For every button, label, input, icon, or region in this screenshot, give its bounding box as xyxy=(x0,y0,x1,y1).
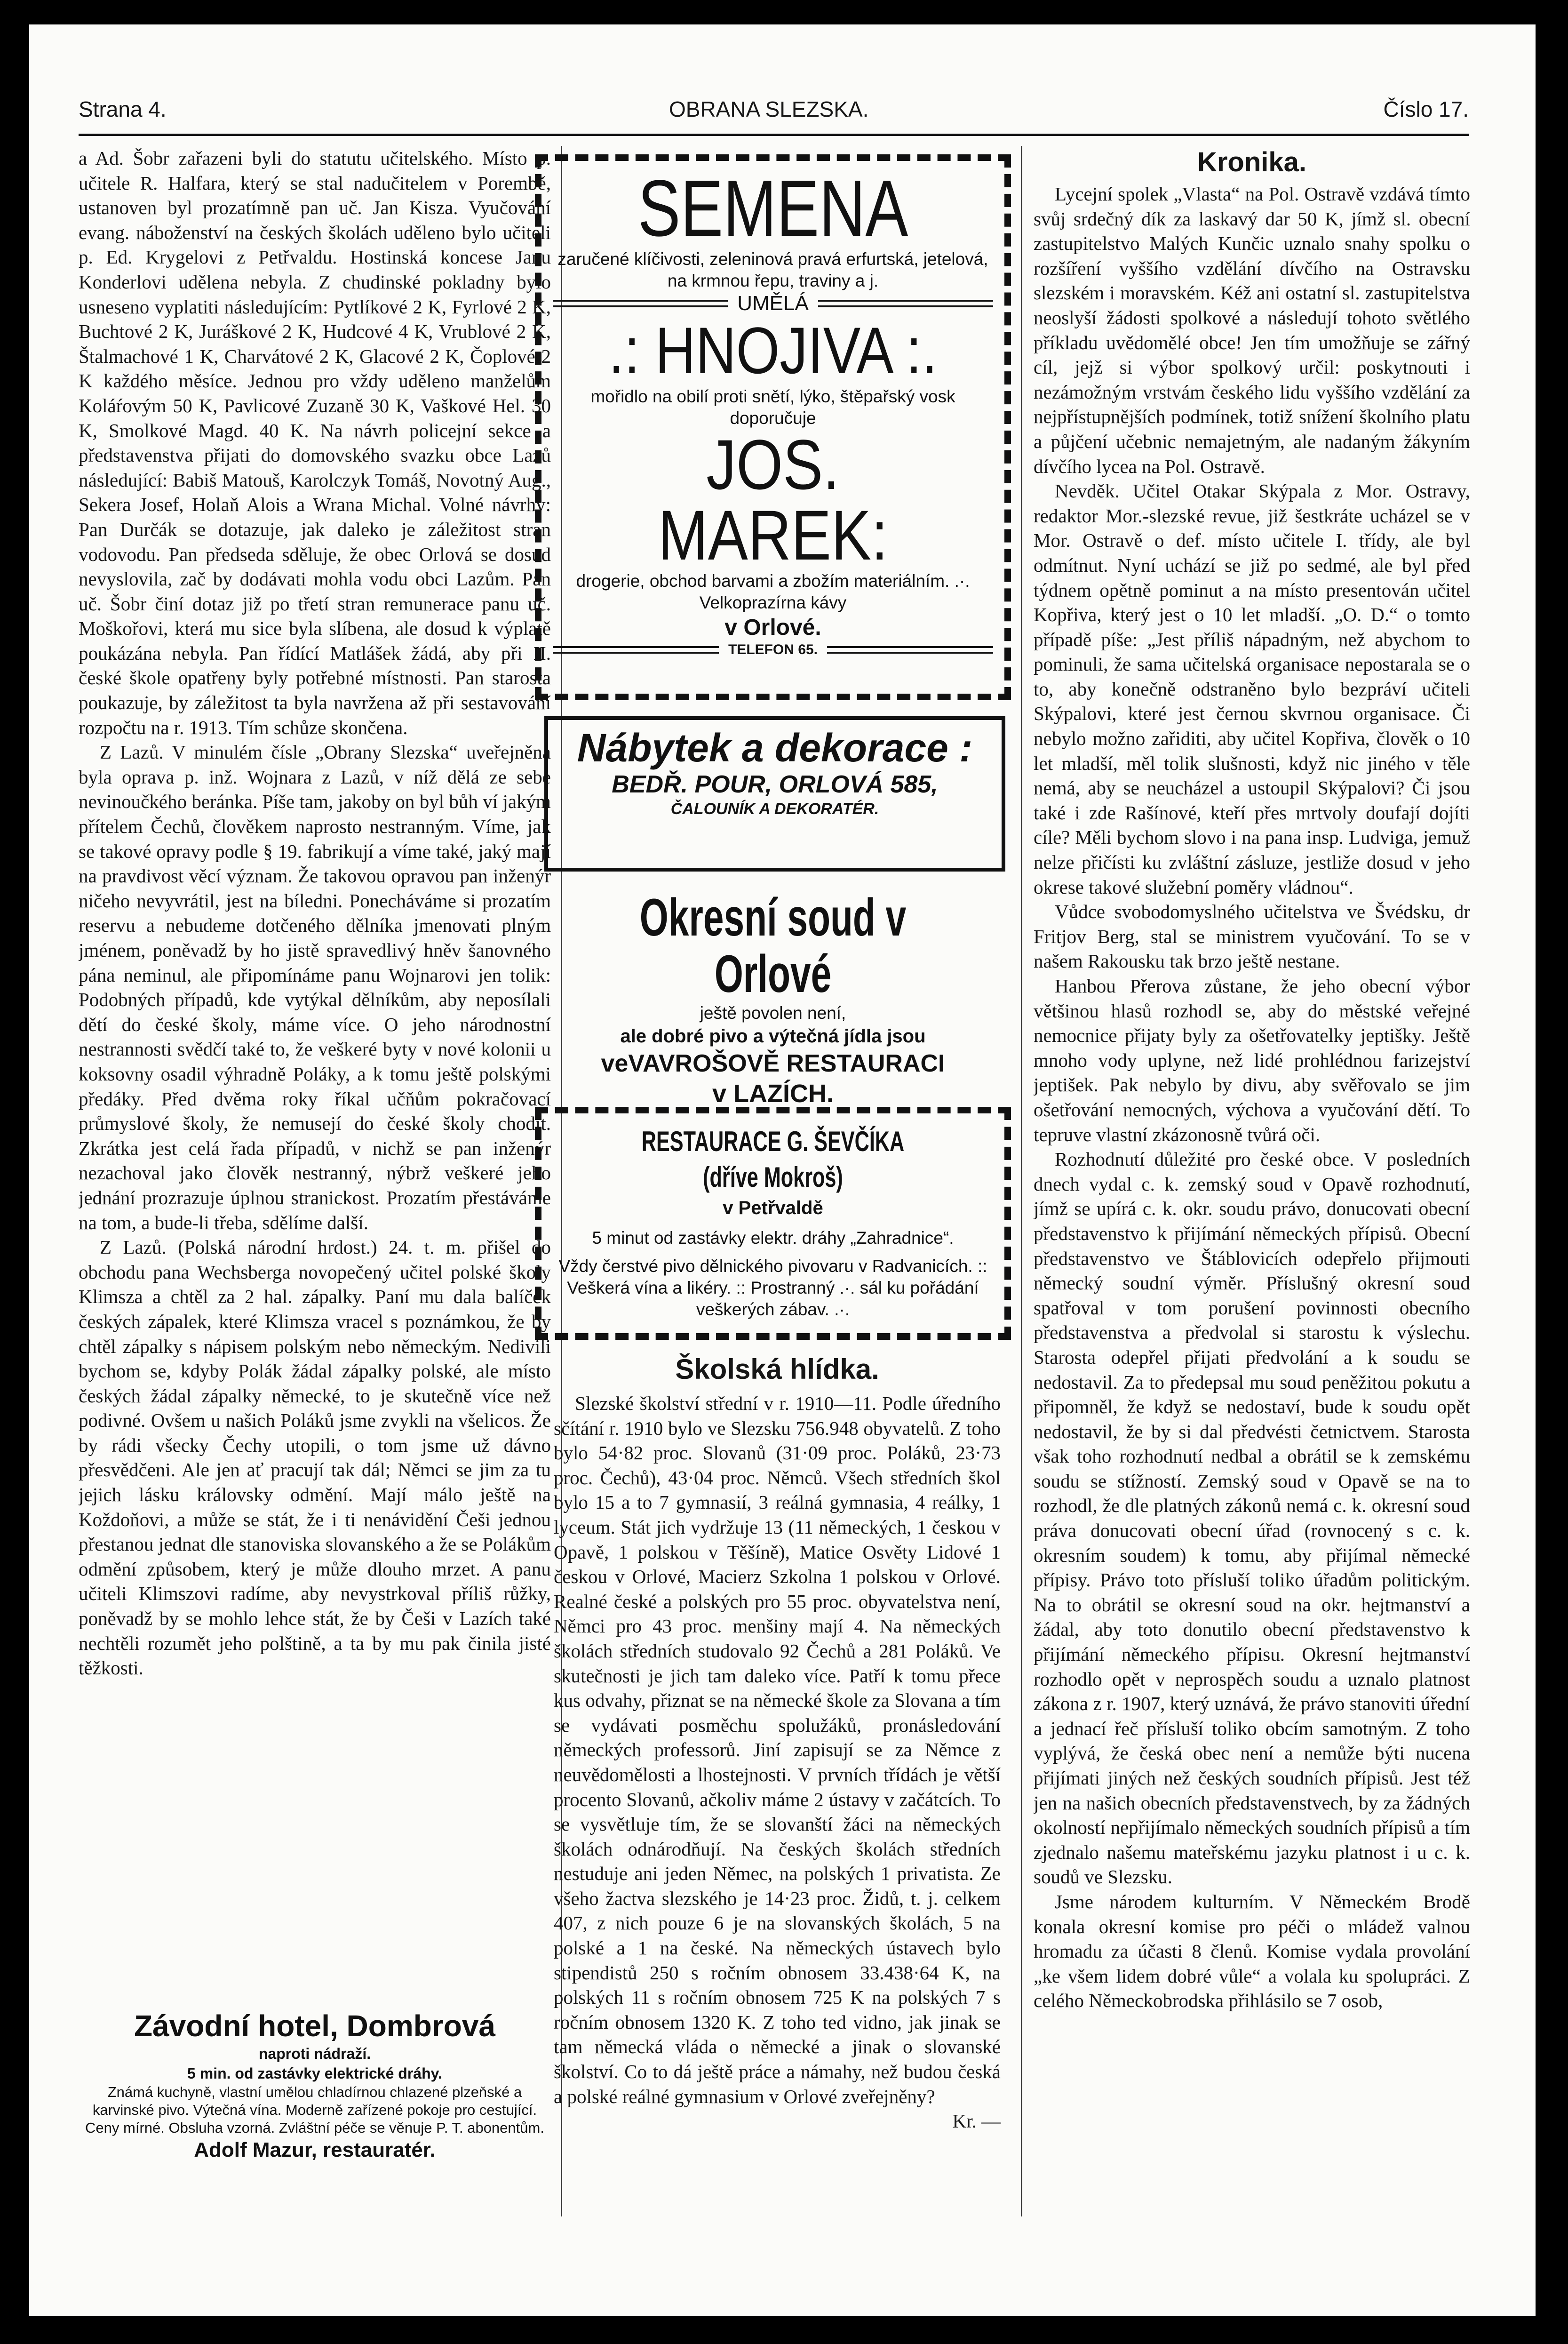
ad-hotel-line2: 5 min. od zastávky elektrické dráhy. xyxy=(187,2065,442,2082)
header-rule xyxy=(79,134,1469,136)
kronika-rozhodnuti: Rozhodnutí důležité pro české obce. V posledních dnech vydal c. k. zemský soud v Opavě rozhodnutí, jímž se upírá c. k. okr. soudu právo, donucovati obecní představenstvo k přijímání německých přípisů. Obecní představenstvo ve Štáblovicích odepřelo přijmouti německý soudní výměr. Příslušný okresní soud spatřoval v tom porušení povinnosti obecního představenstva a předvolal si starostu k výslechu. Starosta odepřel přijati předvolání a k soudu se nedostavil. Za to předepsal mu soud peněžitou pokutu a připomněl, že když se nedostaví, bude k soudu opět nedostavil, že by si dal předvésti četnictvem. Starosta však toho rozhodnutí nedbal a obrátil se k zemskému soudu se stížností. Zemský soud v Opavě se na to rozhodl, že dle platných zákonů nemá c. k. okresní soud práva donucovati obecní úřad (rovnocený s c. k. okresním soudem) k tomu, aby přijímal německé přípisy. Právo toto přísluší toliko úřadům politickým. Na to obrátil se okresní soud na okr. hejtmanství a žádal, aby toto donutilo obecní představenstvo k přijímání německého přípisu. Okresní hejtmanství rozhodlo opět v neprospěch soudu a uznalo platnost zákona z r. 1907, který uznává, že právo stanoviti úřední a jednací řeč přísluší toliko obcím samotným. Z toho vyplývá, že česká obec není a nemůže býti nucena přijímati jiných než českých soudních přípisů. Jest též jen na našich obecních představenstvech, by za žádných okolností nepřijímalo německých soudních přípisů a tím zjednalo našemu mateřskému jazyku platnost i u c. k. soudů ve Slezsku. xyxy=(1034,1148,1470,1888)
ad-nabytek-title: Nábytek a dekorace : xyxy=(577,726,973,770)
ad-soud-title: Okresní soud v Orlové xyxy=(639,888,907,1003)
ad-semena-line1: zaručené klíčivosti, zeleninová pravá erfurtská, jetelová, na krmnou řepu, traviny a j. xyxy=(557,249,988,290)
skolska-hlidka-section xyxy=(554,1352,1001,2133)
kronika-vudce: Vůdce svobodomyslného učitelstva ve Švédsku, dr Fritjov Berg, stal se ministrem vyučování. To se v našem Rakousku tak brzo ještě nestane. xyxy=(1034,901,1470,972)
ad-semena-place: v Orlové. xyxy=(724,615,821,640)
ad-semena-line2: mořidlo na obilí proti snětí, lýko, štěpařský vosk doporučuje xyxy=(590,387,955,428)
ad-hotel-line3: Známá kuchyně, vlastní umělou chladírnou chlazené plzeňské a karvinské pivo. Výtečná vína. Moderně zařízené pokoje pro cestující. Ceny mírné. Obsluha vzorná. Zvláštní péče se věnuje P. T. abonentům. xyxy=(85,2084,544,2136)
ad-soud-line4: v LAZÍCH. xyxy=(712,1080,834,1108)
ad-sevcik-line1: 5 minut od zastávky elektr. dráhy „Zahradnice“. xyxy=(592,1228,954,1248)
kronika-vlasta: Lycejní spolek „Vlasta“ na Pol. Ostravě vzdává tímto svůj srdečný dík za laskavý dar 50 K, jímž sl. obecní zastupitelstvo Malých Kunčic uznalo snahy spolku o rozšíření vyššího vzdělání dívčího na Ostravsku slezském i moravském. Kéž ani ostatní sl. zastupitelstva neoslyší žádosti spolkové a následují tohoto světlého příkladu uvědomělé obce! Jen tím umožňuje se zářný cíl, jejž si výbor spolkový určil: poskytnouti i nezámožným vrstvám českého lidu vyššího vzdělání za nejpřístupnějších podmínek, totiž snížení školního platu a půjčení učebnic nemajetným, ale nadaným žákyním dívčího lycea na Pol. Ostravě. xyxy=(1034,183,1470,477)
kronika-kulturni: Jsme národem kulturním. V Německém Brodě konala okresní komise pro péči o mládež valnou hromadu za účasti 8 členů. Komise vydala provolání „ke všem lidem dobré vůle“ a volala ku spolupráci. Z celého Německobrodska přihlásilo se 7 osob, xyxy=(1034,1890,1470,2012)
ad-sevcik-place: v Petřvaldě xyxy=(723,1198,823,1218)
left-article-z-lazu-2: Z Lazů. (Polská národní hrdost.) 24. t. m. přišel do obchodu pana Wechsberga novopečený učitel polské školy Klimsza a chtěl za 2 hal. zápalky. Paní mu dala balíček českých zápalek, které Klimsza vracel s poznámkou, že by chtěl zápalky s nápisem polským nebo německým. Nedivili bychom se, kdyby Polák žádal zápalky polské, ale místo českých žádal zápalky německé, to je skutečně více než podivné. Ovšem u našich Poláků jsme zvykli na všelicos. Že by rádi všecky Čechy utopili, o tom jsme už dávno přesvědčeni. Ale jen ať pracují tak dál; Němci se jim za tu jejich lásku královsky odmění. Mají málo ještě na Koždoňovi, a může se stát, že i ti nenávidění Češi jednou přestanou jednat dle stanoviska slovanského a že se Polákům odmění způsobem, který je může dlouho mrzet. A panu učiteli Klimszovi radíme, aby nevystrkoval příliš růžky, poněvadž by se mohlo lehce stát, že by Češi v Lazích také nechtěli rozumět jeho polštině, a ta by mu pak činila jisté těžkosti. xyxy=(79,1236,551,1679)
ad-nabytek-line1: BEDŘ. POUR, ORLOVÁ 585, xyxy=(612,771,938,798)
decorative-rule xyxy=(553,646,719,654)
decorative-rule xyxy=(818,300,993,307)
ad-semena xyxy=(535,154,1011,700)
skolska-signature: Kr. — xyxy=(952,2110,1001,2132)
ad-sevcik-line2: Vždy čerstvé pivo dělnického pivovaru v Radvanicích. :: Veškerá vína a likéry. :: Prostranný .·. sál ku pořádání veškerých zábav. .·. xyxy=(558,1256,987,1319)
right-column xyxy=(1034,146,1470,2311)
issue-number: Číslo 17. xyxy=(1383,97,1469,121)
ad-hotel xyxy=(79,2008,551,2206)
ad-nabytek xyxy=(544,716,1005,872)
ad-semena-telefon-row xyxy=(553,642,993,658)
left-article-z-lazu-1: Z Lazů. V minulém čísle „Obrany Slezska“ uveřejněna byla oprava p. inž. Wojnara z Lazů, v níž dělá ze sebe nevinoučkého beránka. Píše tam, jakoby on byl bůh ví jakým přítelem Čechů, člověkem naprosto nestranným. Víme, jak se takové opravy podle § 19. fabrikují a víme také, jaký mají na pravdivost věcí význam. Že takovou opravou pan inženýr ničeho nevyvrátil, jest na bíledni. Ponecháváme si prozatím reservu a nebudeme dotčeného dělníka jmenovati plným jménem, poněvadž by ho jistě spravedlivý hněv šanovného pána neminul, ale připomínáme panu Wojnarovi jen tolik: Podobných případů, kde vytýkal dělníkům, aby neposílali dětí do české školy, máme více. O jeho národnostní nestrannosti svědčí také to, že veškeré byty v nové kolonii u koksovny osadil výhradně Poláky, a k tomu ještě polskými předáky. Před dvěma roky říkal učňům pokračovací průmyslové školy, že nemusejí do české školy chodit. Zkrátka jest celá řada případů, v nichž se pan inženýr nezachoval jako člověk nestranný, nýbrž veškeré jeho jednání prozrazuje úplnou stranickost. Prozatím přestáváme na tom, a bude-li třeba, sdělíme další. xyxy=(79,741,551,1233)
ad-semena-umela-row xyxy=(553,292,993,315)
ad-hotel-line1: naproti nádraží. xyxy=(258,2045,371,2062)
ad-sevcik xyxy=(535,1107,1011,1340)
newspaper-page xyxy=(29,24,1536,2316)
ad-hotel-owner: Adolf Mazur, restauratér. xyxy=(194,2138,436,2161)
ad-soud-line2: ale dobré pivo a výtečná jídla jsou xyxy=(620,1026,926,1047)
ad-soud-line3: veVAVROŠOVĚ RESTAURACI xyxy=(601,1050,945,1077)
ad-sevcik-title: RESTAURACE G. ŠEVČÍKA (dříve Mokroš) xyxy=(641,1126,905,1193)
ad-semena-umela: UMĚLÁ xyxy=(737,292,809,315)
ad-semena-line3: drogerie, obchod barvami a zbožím materiálním. .·. Velkoprazírna kávy xyxy=(576,571,970,612)
ad-nabytek-line2: ČALOUNÍK A DEKORATÉR. xyxy=(670,800,879,818)
ad-soud xyxy=(535,888,1011,1108)
ad-soud-line1: ještě povolen není, xyxy=(700,1003,846,1023)
ad-semena-title: SEMENA xyxy=(637,164,908,253)
page-header xyxy=(79,95,1469,129)
ad-hotel-title: Závodní hotel, Dombrová xyxy=(134,2009,496,2043)
page-number: Strana 4. xyxy=(79,97,167,121)
ad-semena-hnojiva: .: HNOJIVA :. xyxy=(608,313,938,387)
skolska-article: Slezské školství střední v r. 1910—11. Podle úředního sčítání r. 1910 bylo ve Slezsku 756.948 obyvatelů. Z toho bylo 54·82 proc. Slovanů (31·09 proc. Poláků, 23·73 proc. Čechů), 43·04 proc. Němců. Všech středních škol bylo 15 a to 7 gymnasií, 3 reálná gymnasia, 4 reálky, 1 lyceum. Stát jich vydržuje 13 (11 německých, 1 českou v Opavě, 1 polskou v Těšíně), Matice Osvěty Lidové 1 českou v Orlové, Macierz Szkolna 1 polskou v Orlové. Realné české a polských pro 55 proc. obyvatelstva není, Němci pro 43 proc. menšiny mají 4. Na německých školách středních studovalo 92 Čechů a 281 Poláků. Ve skutečnosti je jich tam daleko více. Patří k tomu přece kus odvahy, přiznat se na německé škole za Slovana a tím se vydávati posměchu spolužáků, pronásledování německých professorů. Jiní zapisují se za Němce z neuvědomělosti a lhostejnosti. V prvních třídách je větší procento Slovanů, ačkoliv máme 2 ústavy v začátcích. To se vysvětluje tím, že se slovanští žáci na německých školách odnárodňují. Na českých školách středních nestuduje ani jeden Němec, na polských 1 privatista. Ze všeho žactva slezského je 14·23 proc. Židů, t. j. celkem 407, z nich pouze 6 je na slovanských školách, 5 na polské a 1 na české. Na německých ústavech bylo stipendistů 250 s ročním obnosem 33.438·64 K, na polských 11 s ročním obnosem 725 K na polských 7 s ročním obnosem 1320 K. Z toho ted vidno, jak jinak se tam německá vláda o německé a jinak o slovanské školství. Co to dá ještě práce a námahy, než budou česká a polské reálné gymnasium v Orlové zveřejněny? xyxy=(554,1392,1001,2107)
left-column xyxy=(79,146,551,1892)
left-article-continuation: a Ad. Šobr zařazeni byli do statutu učitelského. Místo p. učitele R. Halfara, který se stal nadučitelem v Porembě, ustanoven byl prozatímně pan uč. Jan Kisza. Vyučování evang. náboženství na českých školách uděleno bylo učiteli p. Ed. Krygelovi z Petřvaldu. Hostinská koncese Janu Konderlovi udělena nebyla. Z chudinské pokladny bylo usneseno vyplatiti následujícím: Pytlíkové 2 K, Fyrlové 2 K, Buchtové 2 K, Juráškové 2 K, Hudcové 4 K, Vrublové 2 K, Štalmachové 1 K, Charvátové 2 K, Glacové 2 K, Čoplové 2 K každého měsíce. Jednou pro vždy uděleno manželům Koláŕovým 50 K, Pavlicové Zuzaně 30 K, Vaškové Hel. 30 K, Smolkové Magd. 40 K. Na návrh policejní sekce a představenstva přijati do domovského svazku obce Lazů následující: Babiš Matouš, Karolczyk Tomáš, Novotný Aug., Sekera Josef, Holaň Alois a Wrana Michal. Volné návrhy: Pan Durčák se dotazuje, jak daleko je záležitost stran vodovodu. Pan předseda sděluje, že obec Orlová se dosud nevyslovila, zač by dodávati mohla vodu obci Lazům. Pan uč. Šobr činí dotaz již po třetí stran remunerace panu uč. Moškořovi, která mu sice byla slíbena, ale dosud k výplatě poukázána nebyla. Pan řídící Matlášek žádá, aby při II. české škole opatřeny byly potřebné místnosti. Pan starosta poukazuje, by záležitost ta byla navržena až při sestavování rozpočtu na r. 1913. Tím schůze skončena. xyxy=(79,147,551,738)
newspaper-title: OBRANA SLEZSKA. xyxy=(669,97,869,121)
decorative-rule xyxy=(553,300,728,307)
kronika-prerov: Hanbou Přerova zůstane, že jeho obecní výbor většinou hlasů rozhodl se, aby do městské veřejné nemocnice přijaty byly za ošetřovatelky jeptišky. Ještě mnoho vody uplyne, než lidé prohlédnou farizejství jeptišek. Pak nebylo by divu, aby svěřovalo se jim ošetřování nemocných, výchova a vyučování dětí. To tepruve vlastní zkázonosně tvůrá oči. xyxy=(1034,975,1470,1145)
ad-semena-name: JOS. MAREK: xyxy=(658,425,888,575)
kronika-title: Kronika. xyxy=(1197,147,1307,177)
column-divider xyxy=(1021,146,1022,2216)
kronika-nevdek: Nevděk. Učitel Otakar Skýpala z Mor. Ostravy, redaktor Mor.-slezské revue, již šestkráte ucházel se v Mor. Ostravě o def. místo učitele I. třídy, ale byl odmítnut. Nyní uchází se již po sedmé, ale byl před týdnem opětně pominut a na místo presentován učitel Kopřiva, který jest o 10 let mladší. „O. D.“ o tomto případě píše: „Jest příliš nápadným, než abychom to pominuli, že sama učitelská organisace nepostarala se o to, aby konečně odstraněno bylo bezpráví učiteli Skýpalovi, které jest černou skvrnou organisace. Či nebylo možno zařiditi, aby učitel Kopřiva, člověk o 10 let mladší, měl tolik slušnosti, když nic jiného v těle nemá, aby se neucházel a ustoupil Skýpalovi? Či jsou také i zde Rašínové, kteří přes mrtvoly doufají dojíti cíle? Měli bychom slovo i na pana insp. Ludviga, jemuž nelze přičísti ku zvláštní zásluze, jestliže dosud v jeho okrese takové služební poměry vládnou“. xyxy=(1034,480,1470,898)
skolska-hlidka-title: Školská hlídka. xyxy=(675,1353,879,1385)
decorative-rule xyxy=(827,646,993,654)
ad-semena-telefon: TELEFON 65. xyxy=(728,642,818,657)
